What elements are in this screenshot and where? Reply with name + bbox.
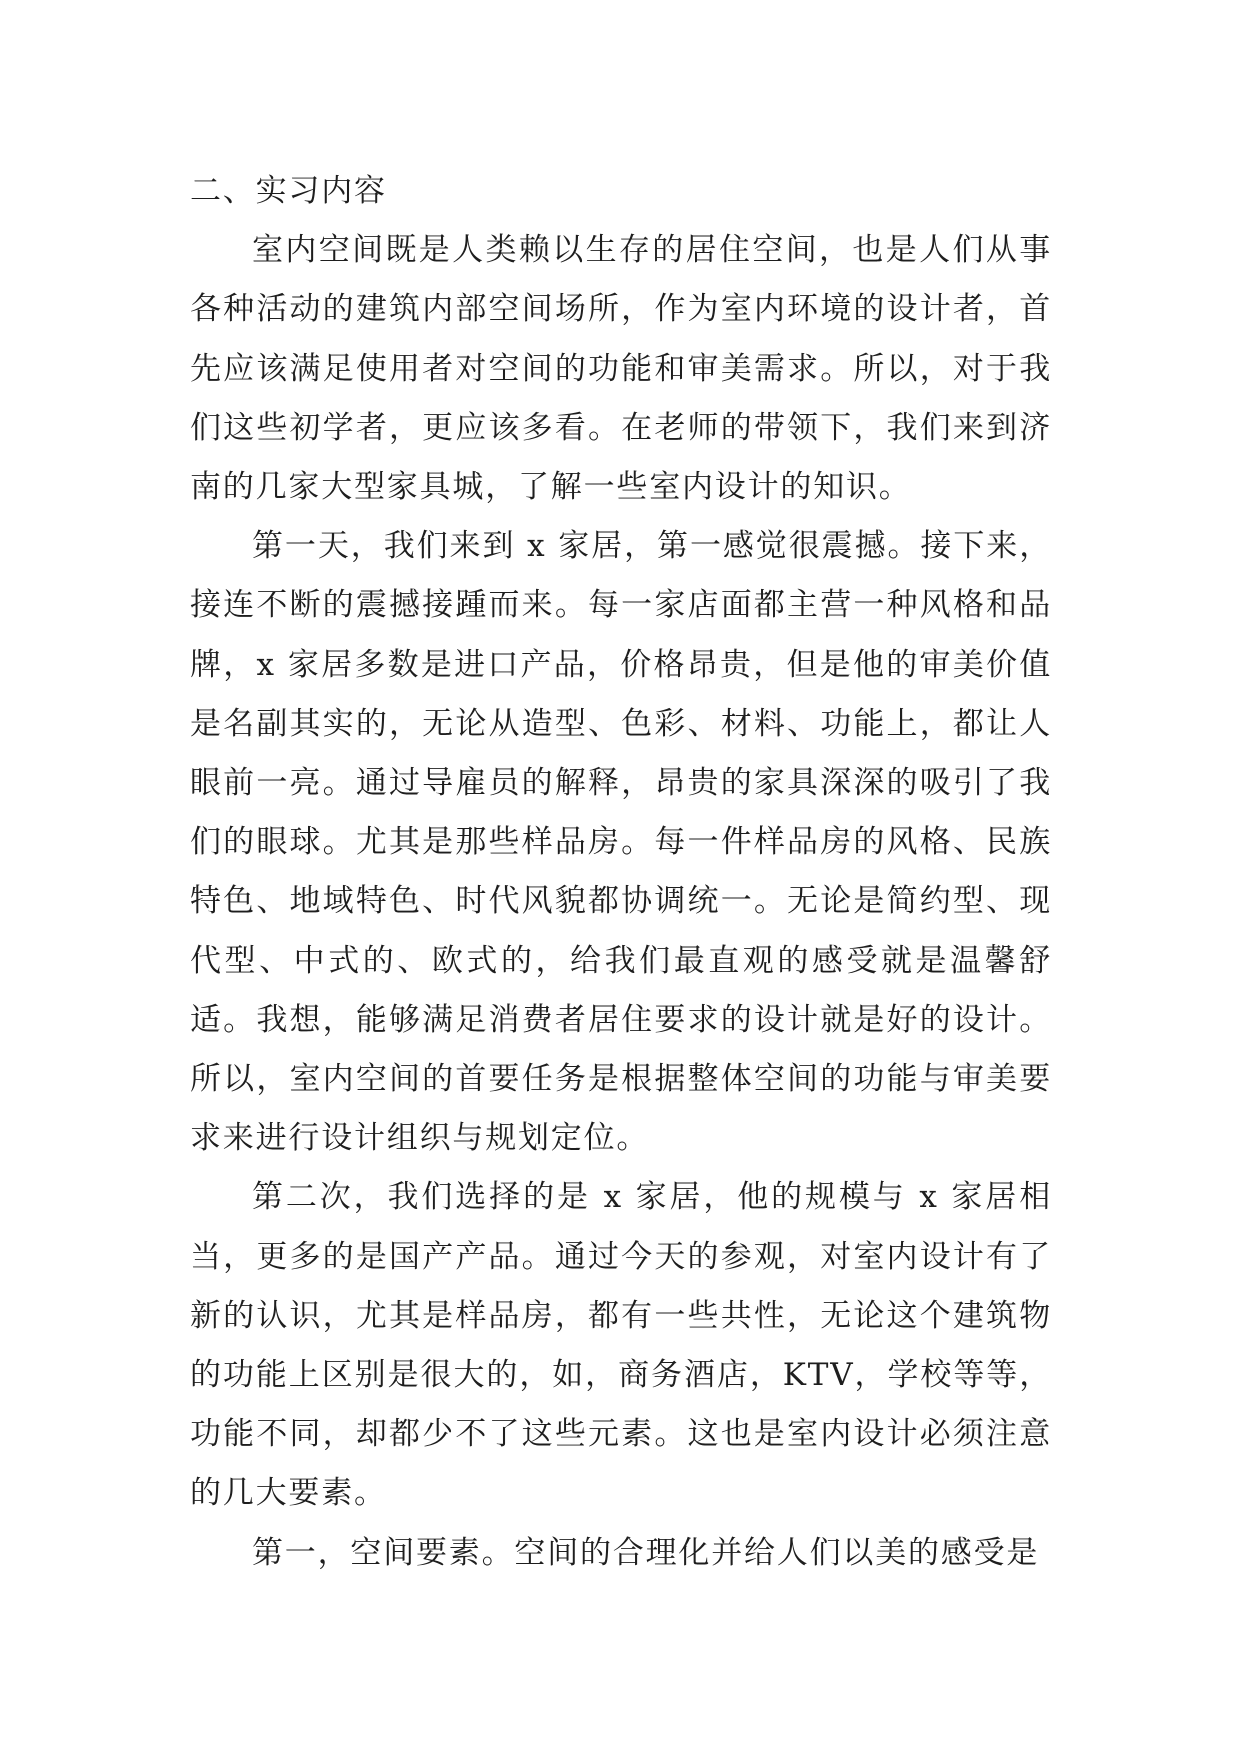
- paragraph-day-one: 第一天，我们来到 x 家居，第一感觉很震撼。接下来，接连不断的震撼接踵而来。每一家店面都主营一种风格和品牌，x 家居多数是进口产品，价格昂贵，但是他的审美价值是名副其实的，无论从造型、色彩、材料、功能上，都让人眼前一亮。通过导雇员的解释，昂贵的家具深深的吸引了我们的眼球。尤其是那些样品房。每一件样品房的风格、民族特色、地域特色、时代风貌都协调统一。无论是简约型、现代型、中式的、欧式的，给我们最直观的感受就是温馨舒适。我想，能够满足消费者居住要求的设计就是好的设计。所以，室内空间的首要任务是根据整体空间的功能与审美要求来进行设计组织与规划定位。: [190, 528, 1052, 1157]
- paragraph-second-visit: 第二次，我们选择的是 x 家居，他的规模与 x 家居相当，更多的是国产产品。通过今天的参观，对室内设计有了新的认识，尤其是样品房，都有一些共性，无论这个建筑物的功能上区别是很大的，如，商务酒店，KTV，学校等等，功能不同，却都少不了这些元素。这也是室内设计必须注意的几大要素。: [190, 1179, 1052, 1512]
- document-body: [190, 162, 1052, 1583]
- paragraph-space-element: 第一，空间要素。空间的合理化并给人们以美的感受是: [252, 1534, 1040, 1571]
- section-heading: 二、实习内容: [190, 173, 387, 209]
- paragraph-intro: 室内空间既是人类赖以生存的居住空间，也是人们从事各种活动的建筑内部空间场所，作为室内环境的设计者，首先应该满足使用者对空间的功能和审美需求。所以，对于我们这些初学者，更应该多看。在老师的带领下，我们来到济南的几家大型家具城，了解一些室内设计的知识。: [190, 232, 1052, 506]
